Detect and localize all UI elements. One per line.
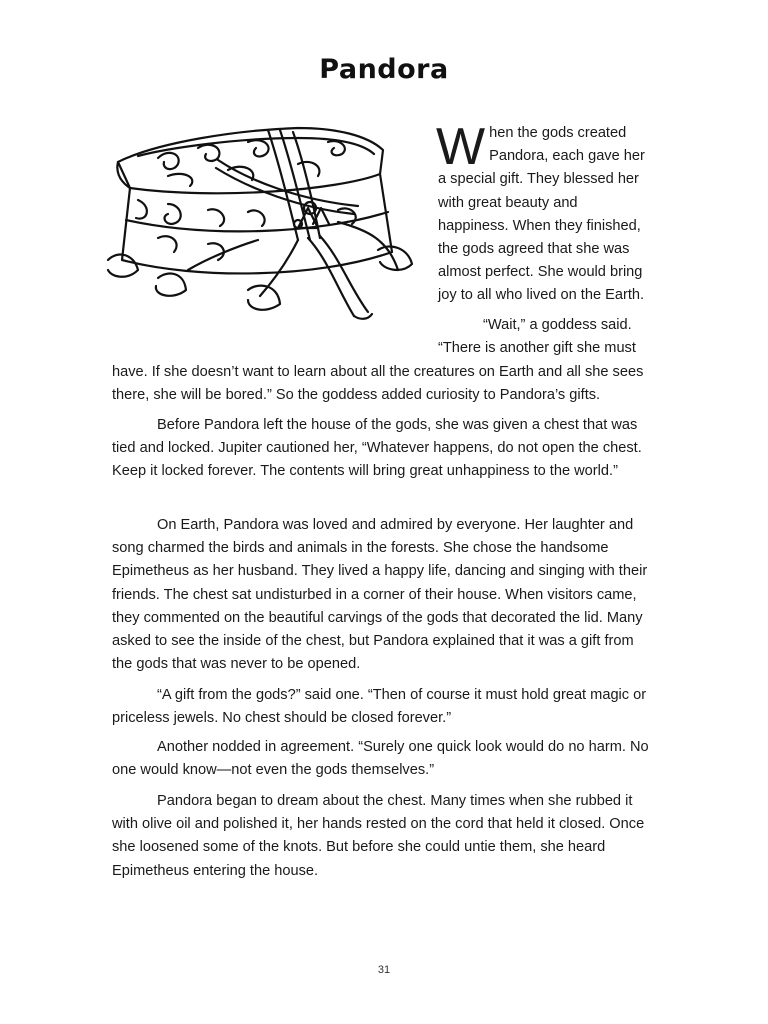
- goddess-paragraph-rest: have. If she doesn’t want to learn about all the creatures on Earth and all she sees there, she will be bored.” So the goddess added curiosity to Pandora’s gifts.: [112, 364, 644, 404]
- body-paragraph: Another nodded in agreement. “Surely one quick look would do no harm. No one would know—not even the gods themselves.”: [112, 739, 649, 779]
- page-title: Pandora: [319, 54, 449, 85]
- body-paragraph: Pandora began to dream about the chest. Many times when she rubbed it with olive oil and polished it, her hands rested on the cord that held it closed. Once she loosened some of the knots. But before she could untie them, she heard Epimetheus entering the house.: [112, 793, 645, 879]
- body-paragraph: “A gift from the gods?” said one. “Then of course it must hold great magic or priceless jewels. No chest should be closed forever.”: [112, 687, 647, 727]
- intro-paragraph-text: hen the gods created Pandora, each gave her a special gift. They blessed her with great beauty and happiness. When they finished, the gods agreed that she was almost perfect. She would bring joy to all who lived on the Earth.: [438, 125, 645, 304]
- body-paragraph: Before Pandora left the house of the gods, she was given a chest that was tied and locked. Jupiter cautioned her, “Whatever happens, do not open the chest. Keep it locked forever. The contents will bring great unhappiness to the world.”: [112, 417, 642, 480]
- page-number: 31: [377, 964, 391, 976]
- body-paragraph: On Earth, Pandora was loved and admired by everyone. Her laughter and song charmed the birds and animals in the forests. She chose the handsome Epimetheus as her husband. They lived a happy life, dancing and singing with their friends. The chest sat undisturbed in a corner of their house. When visitors came, they commented on the beautiful carvings of the gods that decorated the lid. Many asked to see the inside of the chest, but Pandora explained that it was a gift from the gods that was never to be opened.: [112, 517, 648, 673]
- drop-cap: W: [436, 118, 486, 176]
- intro-paragraph: [436, 118, 652, 308]
- intro-column: [436, 118, 652, 308]
- ornate-chest-icon: [98, 120, 420, 328]
- goddess-paragraph-start: “Wait,” a goddess said. “There is another gift she must: [438, 317, 636, 357]
